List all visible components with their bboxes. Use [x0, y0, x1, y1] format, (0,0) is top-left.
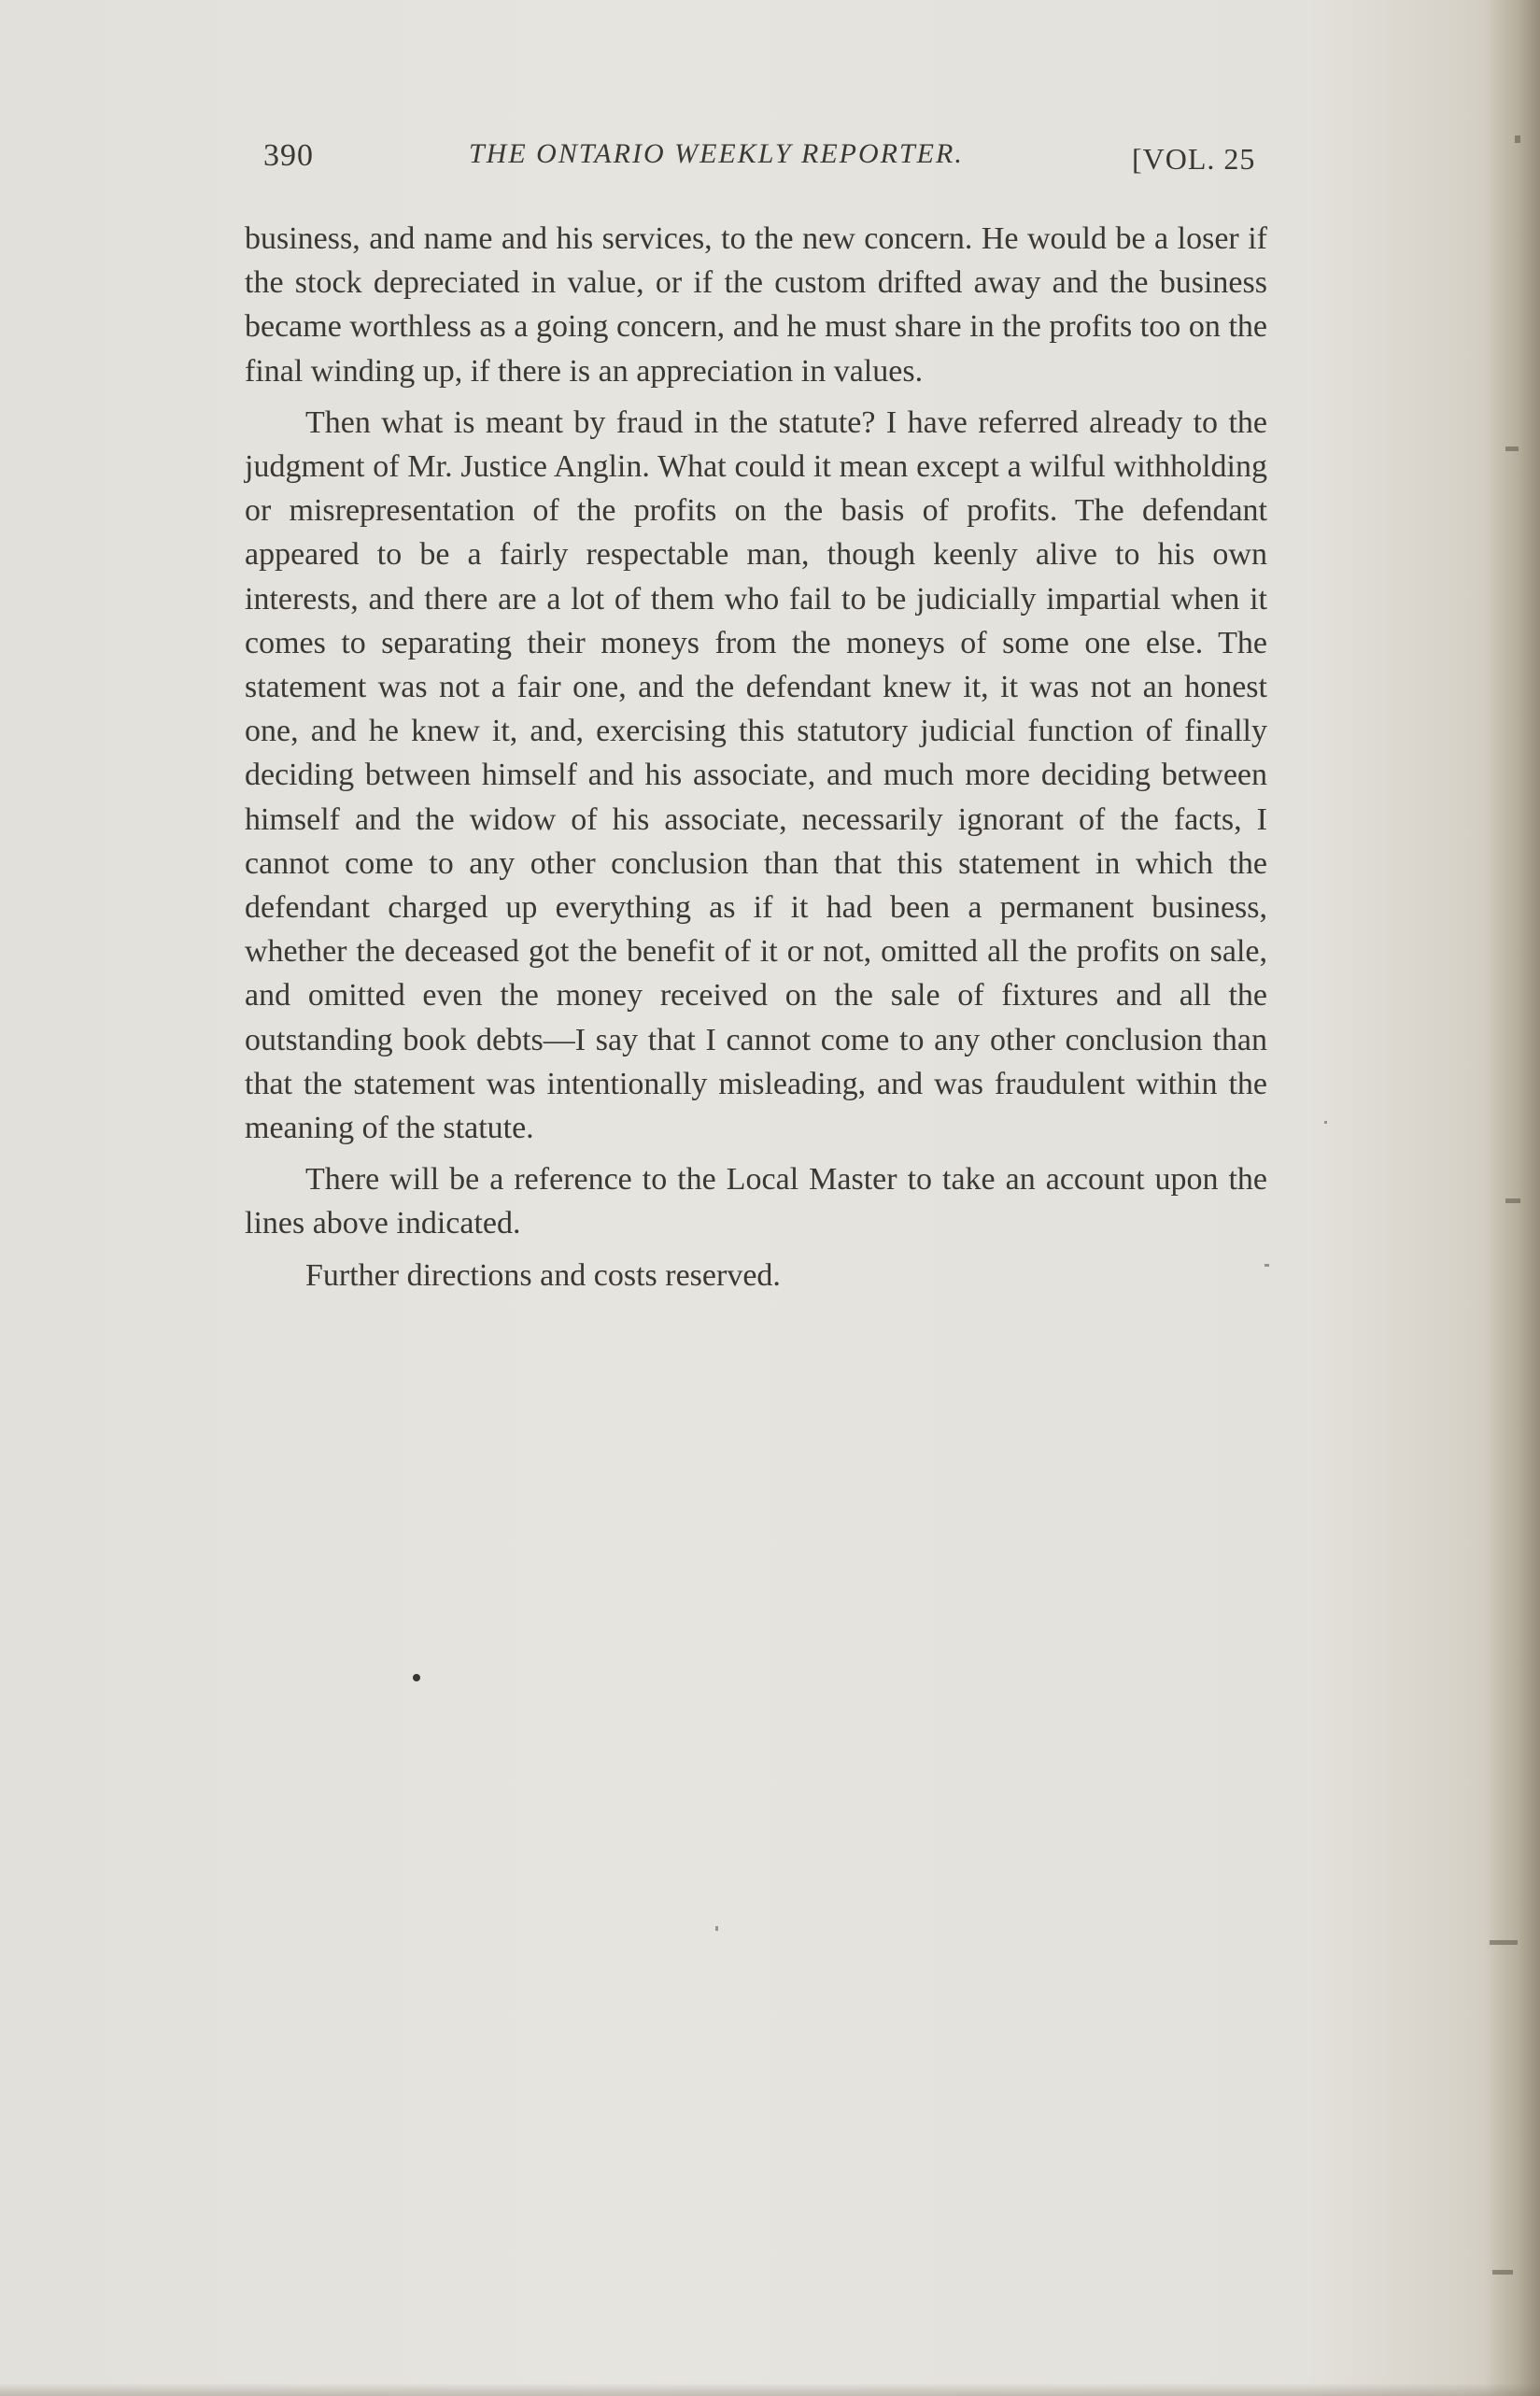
running-header: [263, 138, 1281, 185]
paragraph-fraud: Then what is meant by fraud in the statute? I have referred already to the judgment of Mr. Justice Anglin. What could it mean except a wilful withholding or misrepresentation of the profits on the basis of profits. The defendant appeared to be a fairly respectable man, though keenly alive to his own interests, and there are a lot of them who fail to be judicially impartial when it comes to separating their moneys from the moneys of some one else. The statement was not a fair one, and the defendant knew it, it was not an honest one, and he knew it, and, exercising this statutory judicial function of finally deciding between himself and his associate, and much more deciding between himself and the widow of his associate, necessarily ignorant of the facts, I cannot come to any other conclusion than that this statement in which the defendant charged up everything as if it had been a permanent business, whether the deceased got the benefit of it or not, omitted all the profits on sale, and omitted even the money received on the sale of fixtures and all the outstanding book debts—I say that I cannot come to any other conclusion than that the statement was intentionally misleading, and was fraudulent within the meaning of the statute.: [245, 404, 1267, 1146]
page-bottom-shadow: [0, 2383, 1540, 2396]
ink-speck: [1490, 1940, 1518, 1945]
body-text: [245, 217, 1267, 1305]
running-title: THE ONTARIO WEEKLY REPORTER.: [469, 138, 964, 169]
ink-speck: [1515, 135, 1520, 143]
ink-speck: [1492, 2270, 1513, 2275]
paragraph-directions: Further directions and costs reserved.: [305, 1257, 781, 1293]
ink-speck: [1264, 1264, 1269, 1267]
paragraph-continuation: business, and name and his services, to the new concern. He would be a loser if the stock depreciated in value, or if the custom drifted away and the business became worthless as a going concern, and he must share in the profits too on the final winding up, if there is an appreciation in values.: [245, 221, 1267, 389]
ink-dot: [413, 1674, 420, 1681]
paragraph-reference: There will be a reference to the Local Master to take an account upon the lines above indicated.: [245, 1162, 1267, 1241]
ink-speck: [715, 1926, 718, 1931]
ink-speck: [1505, 1198, 1520, 1203]
ink-speck: [1505, 447, 1519, 451]
page-number: 390: [263, 138, 314, 173]
volume-label: [VOL. 25: [1132, 142, 1256, 176]
ink-speck: [1324, 1121, 1327, 1124]
